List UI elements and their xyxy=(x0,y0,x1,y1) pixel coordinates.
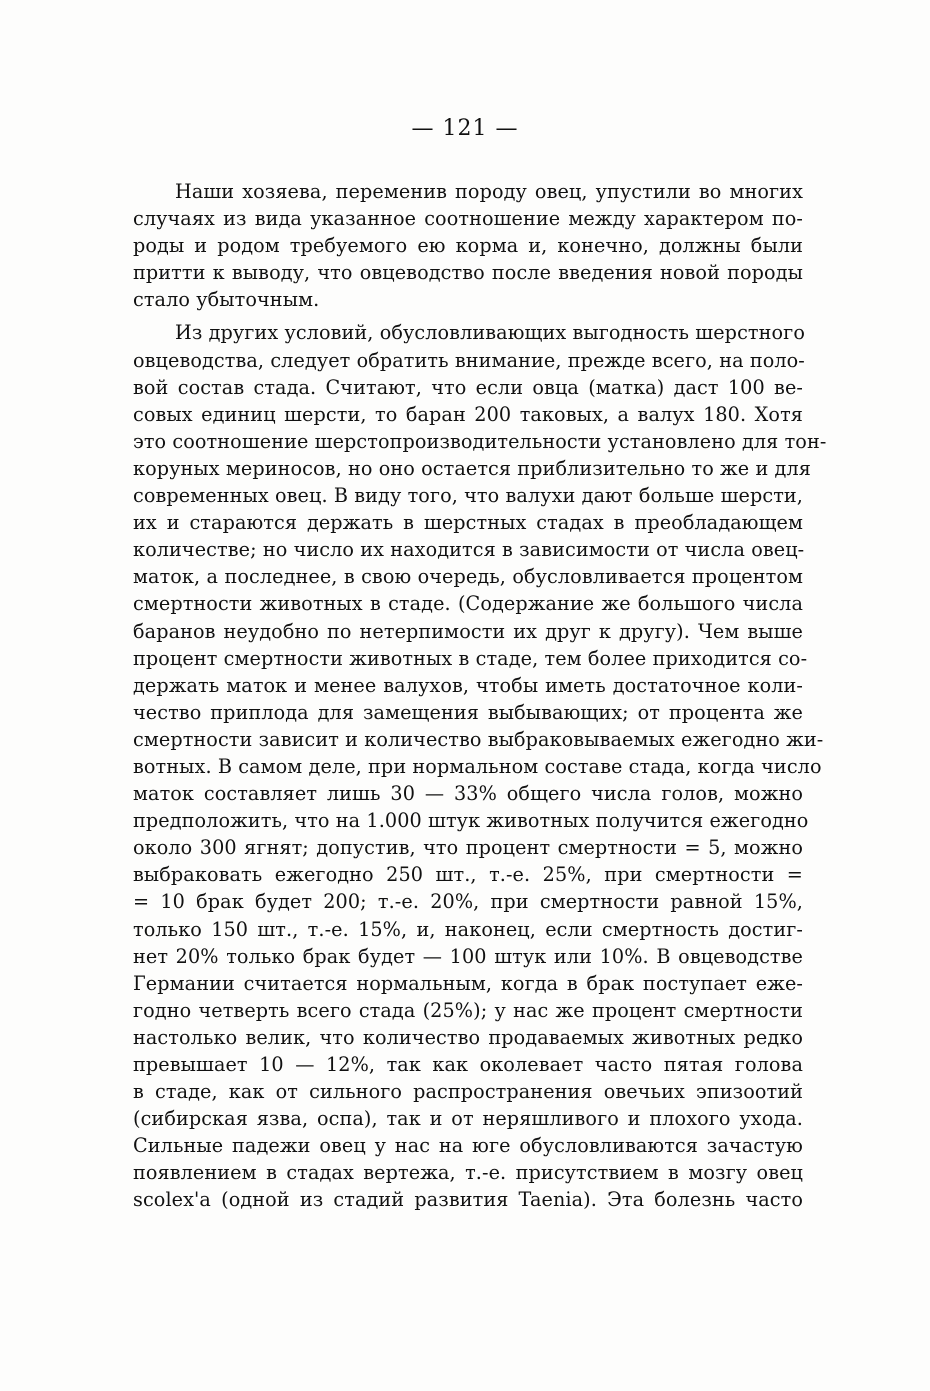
paragraph xyxy=(133,319,827,1213)
text-line: предположить, что на 1.000 штук животных получится ежегодно xyxy=(133,809,809,833)
text-line: вотных. В самом деле, при нормальном составе стада, когда число xyxy=(133,754,822,778)
text-line: в стаде, как от сильного распространения овечьих эпизоотий xyxy=(133,1080,803,1104)
text-line: стало убыточным. xyxy=(133,288,320,312)
text-line: Сильные падежи овец у нас на юге обусловливаются зачастую xyxy=(133,1134,803,1158)
text-line: держать маток и менее валухов, чтобы иметь достаточное коли- xyxy=(133,673,803,697)
page-number: — 121 — xyxy=(411,116,519,141)
text-line: только 150 шт., т.-е. 15%, и, наконец, если смертность достиг- xyxy=(133,917,803,941)
text-line: смертности зависит и количество выбраковываемых ежегодно жи- xyxy=(133,727,824,751)
text-line: появлением в стадах вертежа, т.-е. присутствием в мозгу овец xyxy=(133,1161,803,1185)
text-line: годно четверть всего стада (25%); у нас же процент смертности xyxy=(133,998,803,1022)
text-line: маток составляет лишь 30 — 33% общего числа голов, можно xyxy=(133,782,803,806)
text-line: баранов неудобно по нетерпимости их друг к другу). Чем выше xyxy=(133,619,803,643)
text-line: выбраковать ежегодно 250 шт., т.-е. 25%, при смертности = xyxy=(133,863,803,887)
text-line: это соотношение шерстопроизводительности установлено для тон- xyxy=(133,429,827,453)
text-line: роды и родом требуемого ею корма и, конечно, должны были xyxy=(133,234,803,258)
text-line: scolex'а (одной из стадий развития Taenia). Эта болезнь часто xyxy=(133,1188,803,1212)
text-line: процент смертности животных в стаде, тем более приходится со- xyxy=(133,646,808,670)
text-line: Германии считается нормальным, когда в брак поступает еже- xyxy=(133,971,803,995)
text-line: = 10 брак будет 200; т.-е. 20%, при смертности равной 15%, xyxy=(133,890,803,914)
text-line: их и стараются держать в шерстных стадах в преобладающем xyxy=(133,511,803,535)
paragraph xyxy=(133,178,803,313)
text-line: (сибирская язва, оспа), так и от неряшливого и плохого ухода. xyxy=(133,1107,803,1131)
text-line: чество приплода для замещения выбывающих; от процента же xyxy=(133,700,803,724)
text-line: около 300 ягнят; допустив, что процент смертности = 5, можно xyxy=(133,836,803,860)
text-line: коруных мериносов, но оно остается приблизительно то же и для xyxy=(133,456,811,480)
text-line: совых единиц шерсти, то баран 200 таковых, а валух 180. Хотя xyxy=(133,402,803,426)
text-line: случаях из вида указанное соотношение между характером по- xyxy=(133,207,803,231)
text-line: нет 20% только брак будет — 100 штук или 10%. В овцеводстве xyxy=(133,944,803,968)
text-line: овцеводства, следует обратить внимание, прежде всего, на поло- xyxy=(133,348,805,372)
text-line: Наши хозяева, переменив породу овец, упустили во многих xyxy=(175,180,803,203)
body-text xyxy=(133,178,827,1214)
text-line: маток, а последнее, в свою очередь, обусловливается процентом xyxy=(133,565,803,589)
text-line: смертности животных в стаде. (Содержание же большого числа xyxy=(133,592,803,616)
text-line: притти к выводу, что овцеводство после введения новой породы xyxy=(133,261,803,285)
text-line: вой состав стада. Считают, что если овца (матка) даст 100 ве- xyxy=(133,375,803,399)
text-line: Из других условий, обусловливающих выгодность шерстного xyxy=(175,321,805,345)
text-line: количестве; но число их находится в зависимости от числа овец- xyxy=(133,538,805,562)
text-line: настолько велик, что количество продаваемых животных редко xyxy=(133,1025,803,1049)
text-line: современных овец. В виду того, что валухи дают больше шерсти, xyxy=(133,484,803,508)
text-line: превышает 10 — 12%, так как околевает часто пятая голова xyxy=(133,1053,803,1076)
